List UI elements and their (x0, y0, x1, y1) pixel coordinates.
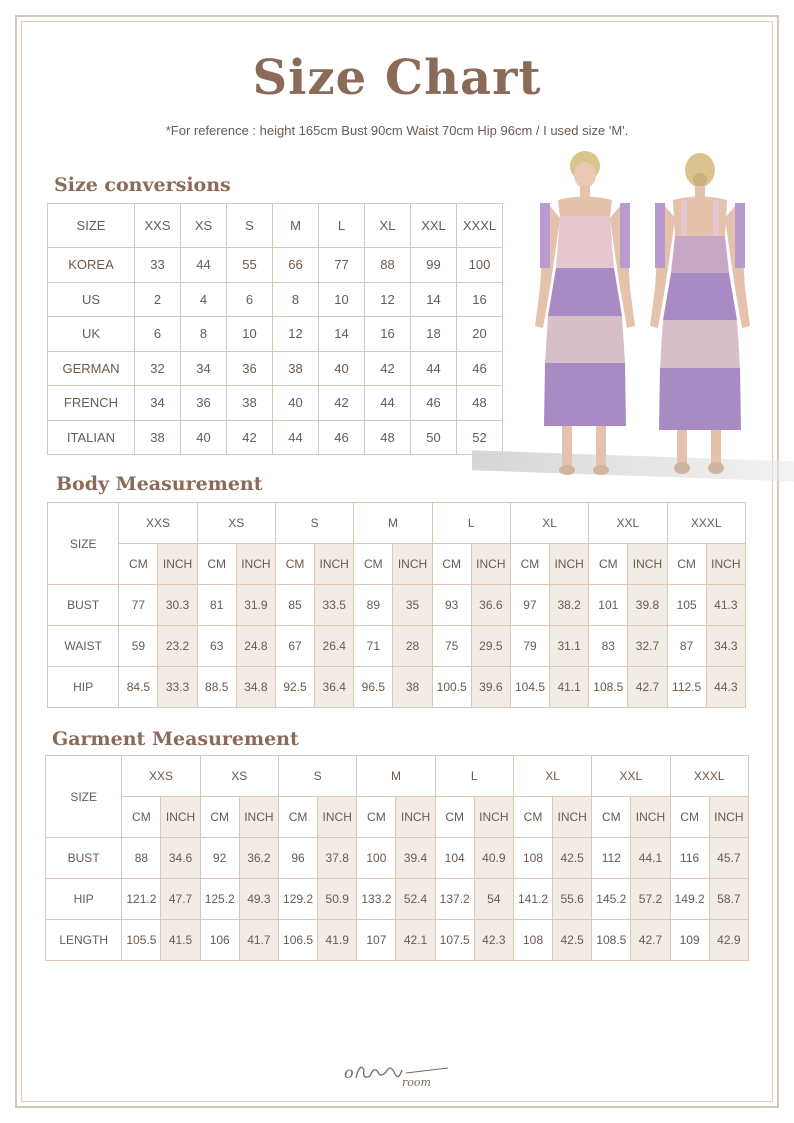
table-cell: 75 (432, 626, 471, 667)
table-cell: 92 (200, 838, 239, 879)
size-header: XXS (119, 503, 197, 544)
table-cell: 63 (197, 626, 236, 667)
table-cell: 12 (273, 317, 319, 352)
table-cell: 104 (435, 838, 474, 879)
table-cell: 97 (510, 585, 549, 626)
unit-inch-header: INCH (396, 797, 435, 838)
table-cell: 34.6 (161, 838, 200, 879)
table-cell: 108.5 (592, 920, 631, 961)
table-cell: 105.5 (122, 920, 161, 961)
table-cell: 116 (670, 838, 709, 879)
table-cell: 41.3 (706, 585, 745, 626)
table-cell: 14 (411, 282, 457, 317)
table-cell: 40 (319, 351, 365, 386)
table-cell: 34 (135, 386, 181, 421)
size-header: XL (510, 503, 588, 544)
unit-cm-header: CM (357, 797, 396, 838)
table-cell: 100.5 (432, 667, 471, 708)
table-cell: 14 (319, 317, 365, 352)
unit-cm-header: CM (200, 797, 239, 838)
table-cell: 42.1 (396, 920, 435, 961)
table-cell: 129.2 (278, 879, 317, 920)
unit-inch-header: INCH (318, 797, 357, 838)
table-cell: 38 (273, 351, 319, 386)
size-header: XL (513, 756, 591, 797)
row-label: BUST (46, 838, 122, 879)
table-cell: 42.7 (628, 667, 667, 708)
table-cell: 6 (227, 282, 273, 317)
table-cell: 23.2 (158, 626, 197, 667)
row-label: FRENCH (48, 386, 135, 421)
body-measurement-title: Body Measurement (56, 473, 263, 495)
unit-inch-header: INCH (706, 544, 745, 585)
table-cell: 88 (122, 838, 161, 879)
model-front-image (530, 148, 640, 478)
unit-cm-header: CM (278, 797, 317, 838)
table-cell: 44.1 (631, 838, 670, 879)
table-cell: 46 (319, 420, 365, 455)
table-cell: 36.6 (471, 585, 510, 626)
table-cell: 38 (135, 420, 181, 455)
table-cell: 99 (411, 248, 457, 283)
table-cell: 36 (181, 386, 227, 421)
table-row (48, 626, 746, 667)
unit-cm-header: CM (119, 544, 158, 585)
unit-header-row (48, 544, 746, 585)
table-cell: 45.7 (709, 838, 748, 879)
row-label: ITALIAN (48, 420, 135, 455)
table-cell: 107.5 (435, 920, 474, 961)
page-title: Size Chart (252, 50, 542, 106)
table-cell: 33 (135, 248, 181, 283)
unit-inch-header: INCH (236, 544, 275, 585)
unit-cm-header: CM (197, 544, 236, 585)
table-cell: 42 (365, 351, 411, 386)
table-cell: 100 (457, 248, 503, 283)
table-cell: 50 (411, 420, 457, 455)
unit-inch-header: INCH (550, 544, 589, 585)
unit-inch-header: INCH (393, 544, 432, 585)
size-header: L (435, 756, 513, 797)
table-cell: 34.3 (706, 626, 745, 667)
row-label: WAIST (48, 626, 119, 667)
unit-cm-header: CM (670, 797, 709, 838)
table-cell: 33.3 (158, 667, 197, 708)
table-cell: 39.8 (628, 585, 667, 626)
size-header: XS (197, 503, 275, 544)
table-cell: 41.1 (550, 667, 589, 708)
unit-cm-header: CM (589, 544, 628, 585)
unit-cm-header: CM (510, 544, 549, 585)
table-cell: 93 (432, 585, 471, 626)
table-cell: 133.2 (357, 879, 396, 920)
size-header: XXL (592, 756, 670, 797)
table-cell: 36.4 (315, 667, 354, 708)
reference-note: *For reference : height 165cm Bust 90cm Waist 70cm Hip 96cm / I used size 'M'. (165, 123, 629, 138)
size-label: SIZE (48, 503, 119, 585)
unit-inch-header: INCH (553, 797, 592, 838)
table-cell: 34 (181, 351, 227, 386)
svg-text:o: o (344, 1063, 354, 1082)
model-back-image (645, 148, 755, 478)
table-cell: 57.2 (631, 879, 670, 920)
table-row (46, 879, 749, 920)
table-row (48, 317, 503, 352)
row-label: US (48, 282, 135, 317)
table-cell: 34.8 (236, 667, 275, 708)
table-cell: 55.6 (553, 879, 592, 920)
table-cell: 31.9 (236, 585, 275, 626)
row-label: HIP (48, 667, 119, 708)
table-cell: 42.9 (709, 920, 748, 961)
table-cell: 37.8 (318, 838, 357, 879)
table-cell: 88.5 (197, 667, 236, 708)
table-cell: 109 (670, 920, 709, 961)
table-cell: 42.5 (553, 920, 592, 961)
table-cell: 101 (589, 585, 628, 626)
table-cell: 112.5 (667, 667, 706, 708)
table-cell: 85 (275, 585, 314, 626)
table-cell: 39.4 (396, 838, 435, 879)
row-label: BUST (48, 585, 119, 626)
unit-inch-header: INCH (158, 544, 197, 585)
table-cell: 42 (227, 420, 273, 455)
size-header: XS (200, 756, 278, 797)
body-measurement-table (47, 502, 746, 708)
table-cell: 44.3 (706, 667, 745, 708)
unit-cm-header: CM (275, 544, 314, 585)
table-cell: 41.9 (318, 920, 357, 961)
table-cell: 38.2 (550, 585, 589, 626)
size-header: L (432, 503, 510, 544)
unit-inch-header: INCH (628, 544, 667, 585)
table-cell: 112 (592, 838, 631, 879)
table-cell: 121.2 (122, 879, 161, 920)
column-header: XS (181, 204, 227, 248)
table-cell: 16 (365, 317, 411, 352)
table-cell: 105 (667, 585, 706, 626)
row-label: LENGTH (46, 920, 122, 961)
table-cell: 40.9 (474, 838, 513, 879)
size-header: M (354, 503, 432, 544)
table-cell: 88 (365, 248, 411, 283)
table-cell: 108 (513, 838, 552, 879)
table-cell: 96 (278, 838, 317, 879)
table-cell: 28 (393, 626, 432, 667)
table-cell: 104.5 (510, 667, 549, 708)
brand-logo (340, 1058, 460, 1090)
table-cell: 20 (457, 317, 503, 352)
size-label: SIZE (46, 756, 122, 838)
size-header: XXS (122, 756, 200, 797)
size-header: XXXL (670, 756, 748, 797)
table-cell: 2 (135, 282, 181, 317)
table-cell: 55 (227, 248, 273, 283)
size-header: S (275, 503, 353, 544)
unit-cm-header: CM (667, 544, 706, 585)
unit-inch-header: INCH (709, 797, 748, 838)
table-cell: 83 (589, 626, 628, 667)
unit-inch-header: INCH (315, 544, 354, 585)
table-cell: 26.4 (315, 626, 354, 667)
table-cell: 125.2 (200, 879, 239, 920)
table-cell: 50.9 (318, 879, 357, 920)
table-cell: 141.2 (513, 879, 552, 920)
table-row (48, 282, 503, 317)
table-row (48, 351, 503, 386)
row-label: KOREA (48, 248, 135, 283)
size-header-row (48, 503, 746, 544)
row-label: UK (48, 317, 135, 352)
table-cell: 39.6 (471, 667, 510, 708)
table-cell: 16 (457, 282, 503, 317)
table-cell: 49.3 (239, 879, 278, 920)
size-header: XXXL (667, 503, 745, 544)
table-cell: 36.2 (239, 838, 278, 879)
table-cell: 106.5 (278, 920, 317, 961)
table-cell: 24.8 (236, 626, 275, 667)
table-cell: 59 (119, 626, 158, 667)
table-cell: 44 (411, 351, 457, 386)
size-header-row (46, 756, 749, 797)
table-cell: 46 (411, 386, 457, 421)
table-cell: 40 (181, 420, 227, 455)
table-cell: 33.5 (315, 585, 354, 626)
unit-inch-header: INCH (239, 797, 278, 838)
table-cell: 46 (457, 351, 503, 386)
unit-inch-header: INCH (471, 544, 510, 585)
table-cell: 31.1 (550, 626, 589, 667)
table-cell: 77 (319, 248, 365, 283)
table-cell: 4 (181, 282, 227, 317)
unit-cm-header: CM (435, 797, 474, 838)
table-cell: 89 (354, 585, 393, 626)
table-cell: 77 (119, 585, 158, 626)
table-row (48, 386, 503, 421)
table-cell: 42.7 (631, 920, 670, 961)
table-cell: 32.7 (628, 626, 667, 667)
table-row (48, 585, 746, 626)
table-cell: 42.3 (474, 920, 513, 961)
unit-inch-header: INCH (161, 797, 200, 838)
table-cell: 149.2 (670, 879, 709, 920)
table-cell: 35 (393, 585, 432, 626)
svg-text:room: room (402, 1076, 431, 1089)
table-cell: 52.4 (396, 879, 435, 920)
table-cell: 40 (273, 386, 319, 421)
table-cell: 44 (181, 248, 227, 283)
column-header: XL (365, 204, 411, 248)
table-cell: 41.7 (239, 920, 278, 961)
table-cell: 8 (273, 282, 319, 317)
row-label: GERMAN (48, 351, 135, 386)
column-header: L (319, 204, 365, 248)
table-cell: 10 (227, 317, 273, 352)
table-cell: 44 (365, 386, 411, 421)
table-cell: 92.5 (275, 667, 314, 708)
column-header: M (273, 204, 319, 248)
table-cell: 38 (227, 386, 273, 421)
size-header: XXL (589, 503, 667, 544)
table-cell: 6 (135, 317, 181, 352)
table-cell: 42.5 (553, 838, 592, 879)
column-header: XXL (411, 204, 457, 248)
table-row (48, 248, 503, 283)
table-cell: 145.2 (592, 879, 631, 920)
size-conversions-title: Size conversions (54, 174, 231, 196)
table-cell: 41.5 (161, 920, 200, 961)
unit-cm-header: CM (354, 544, 393, 585)
table-row (46, 838, 749, 879)
table-cell: 100 (357, 838, 396, 879)
table-cell: 8 (181, 317, 227, 352)
column-header: XXS (135, 204, 181, 248)
table-cell: 38 (393, 667, 432, 708)
table-cell: 84.5 (119, 667, 158, 708)
table-cell: 12 (365, 282, 411, 317)
unit-header-row (46, 797, 749, 838)
table-row (48, 667, 746, 708)
table-row (46, 920, 749, 961)
table-cell: 96.5 (354, 667, 393, 708)
table-row (48, 420, 503, 455)
table-cell: 47.7 (161, 879, 200, 920)
unit-cm-header: CM (122, 797, 161, 838)
size-conversions-table (47, 203, 503, 455)
table-cell: 58.7 (709, 879, 748, 920)
table-cell: 107 (357, 920, 396, 961)
unit-cm-header: CM (592, 797, 631, 838)
unit-inch-header: INCH (631, 797, 670, 838)
table-cell: 29.5 (471, 626, 510, 667)
table-cell: 10 (319, 282, 365, 317)
size-header: M (357, 756, 435, 797)
table-cell: 81 (197, 585, 236, 626)
table-cell: 36 (227, 351, 273, 386)
unit-inch-header: INCH (474, 797, 513, 838)
size-header: S (278, 756, 356, 797)
table-cell: 18 (411, 317, 457, 352)
garment-measurement-table (45, 755, 749, 961)
table-cell: 67 (275, 626, 314, 667)
table-cell: 137.2 (435, 879, 474, 920)
unit-cm-header: CM (432, 544, 471, 585)
table-cell: 87 (667, 626, 706, 667)
table-cell: 48 (365, 420, 411, 455)
row-label: HIP (46, 879, 122, 920)
table-cell: 108 (513, 920, 552, 961)
table-cell: 42 (319, 386, 365, 421)
column-header: XXXL (457, 204, 503, 248)
table-cell: 54 (474, 879, 513, 920)
table-cell: 106 (200, 920, 239, 961)
table-cell: 52 (457, 420, 503, 455)
table-cell: 71 (354, 626, 393, 667)
garment-measurement-title: Garment Measurement (52, 728, 299, 750)
unit-cm-header: CM (513, 797, 552, 838)
table-cell: 30.3 (158, 585, 197, 626)
column-header: SIZE (48, 204, 135, 248)
table-cell: 44 (273, 420, 319, 455)
table-cell: 66 (273, 248, 319, 283)
table-cell: 48 (457, 386, 503, 421)
table-cell: 32 (135, 351, 181, 386)
column-header: S (227, 204, 273, 248)
table-cell: 79 (510, 626, 549, 667)
table-cell: 108.5 (589, 667, 628, 708)
header-row (48, 204, 503, 248)
